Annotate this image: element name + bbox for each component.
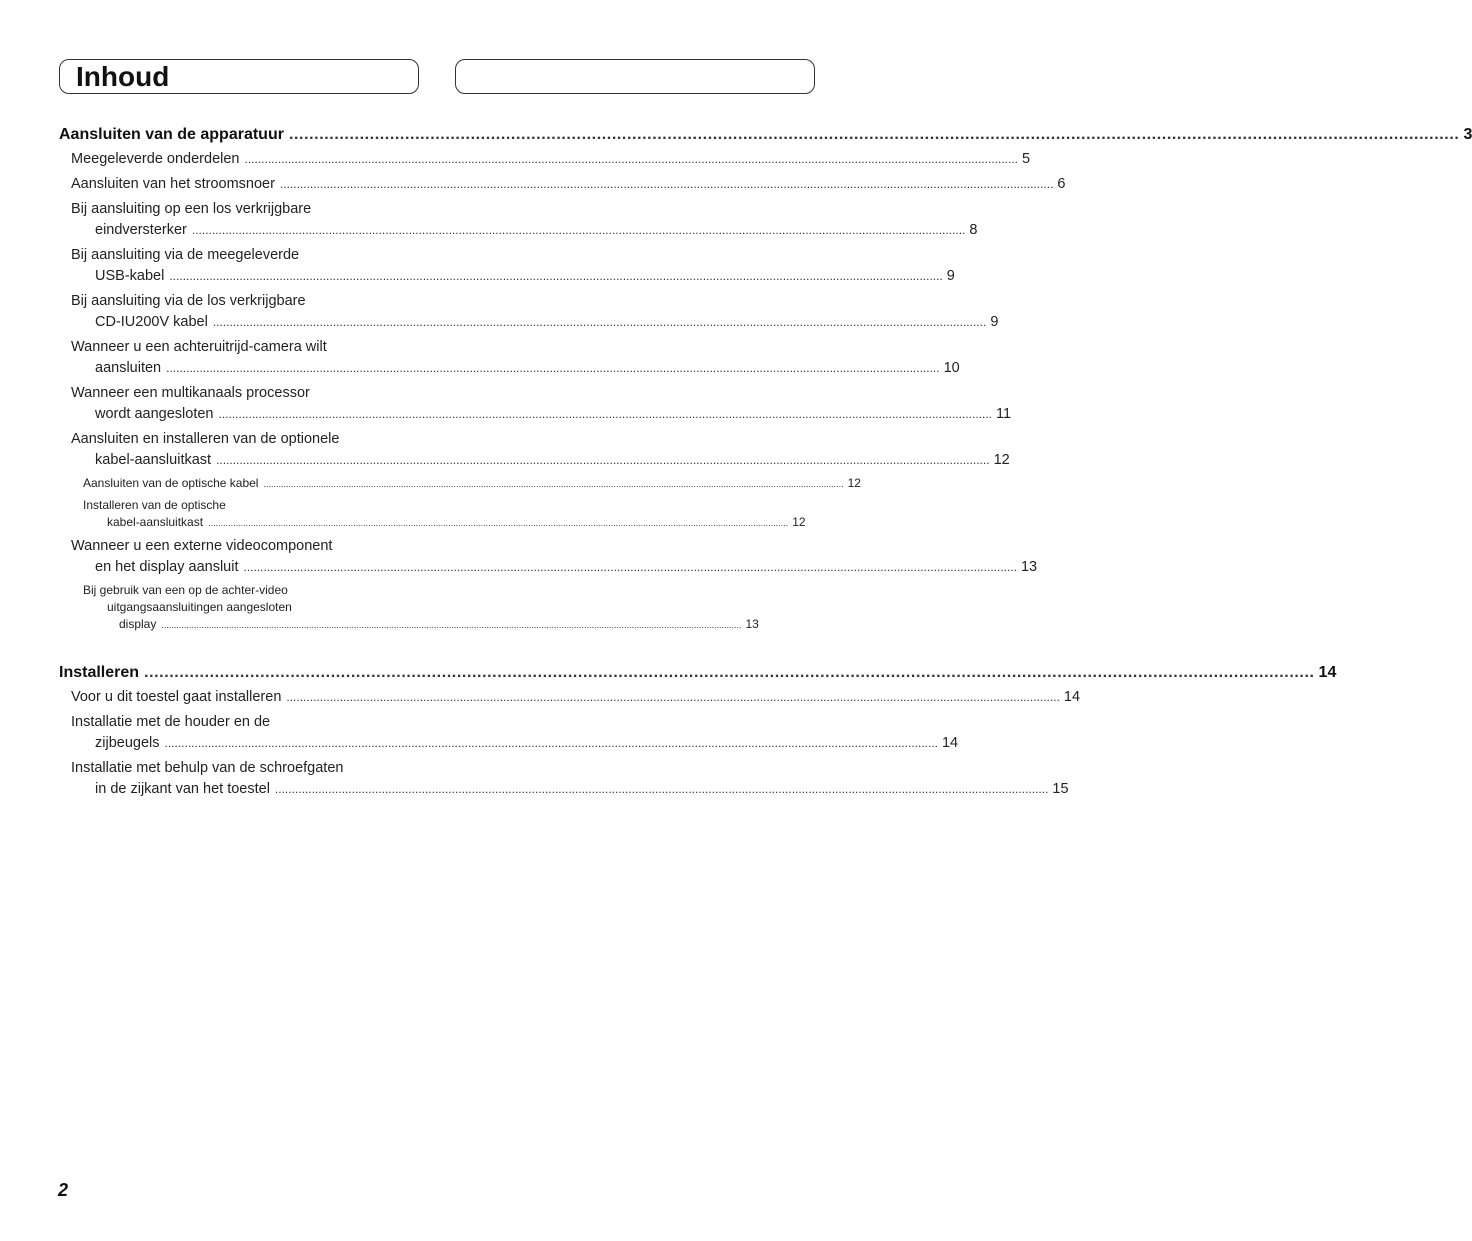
toc-entry-text: display (119, 617, 157, 631)
toc-section-title: Installeren (59, 664, 140, 681)
toc-entry[interactable] (71, 337, 960, 379)
toc-leader-dots (245, 149, 1018, 170)
toc-entry-text: Wanneer u een achteruitrijd-camera wilt (71, 339, 327, 355)
toc-leader-dots (144, 662, 1315, 684)
toc-entry-text: CD-IU200V kabel (95, 314, 208, 330)
toc-entry-text: aansluiten (95, 360, 162, 376)
page-number: 2 (58, 1180, 69, 1200)
toc-entry-line (71, 404, 1012, 425)
toc-leader-dots (286, 687, 1059, 708)
toc-page-number: 9 (946, 268, 955, 284)
toc-entry[interactable] (71, 429, 1010, 471)
toc-entry-text: Aansluiten van het stroomsnoer (71, 176, 275, 192)
toc-page-number: 11 (995, 406, 1012, 422)
toc-entry-line (71, 733, 959, 754)
toc-leader-dots (244, 557, 1017, 578)
toc-leader-dots (219, 404, 992, 425)
toc-entry[interactable] (71, 758, 1069, 800)
toc-leader-dots (169, 266, 942, 287)
toc-entry-line (83, 582, 405, 599)
toc-entry-text: Installatie met behulp van de schroefgaten (71, 760, 344, 776)
toc-entry[interactable] (71, 291, 999, 333)
toc-leader-dots (165, 733, 938, 754)
page-title: Inhoud (76, 61, 170, 92)
toc-entry-line (83, 475, 861, 493)
toc-leader-dots (216, 450, 989, 471)
toc-entry[interactable] (71, 174, 1066, 195)
toc-subentry[interactable] (83, 582, 759, 634)
toc-entry-line (71, 557, 1038, 578)
toc-entry-text: Bij gebruik van een op de achter-video (83, 583, 288, 597)
toc-leader-dots (161, 617, 741, 634)
toc-entry-line (71, 312, 999, 333)
toc-entry-text: Meegeleverde onderdelen (71, 151, 240, 167)
table-of-contents (59, 124, 1472, 804)
toc-entry-line (71, 358, 960, 379)
toc-subentry[interactable] (83, 497, 806, 532)
toc-entry[interactable] (71, 383, 1012, 425)
toc-entry-line (83, 599, 405, 616)
toc-entry-line (71, 429, 405, 450)
toc-leader-dots (208, 515, 788, 532)
toc-section-title: Aansluiten van de apparatuur (59, 126, 284, 143)
toc-entry-text: kabel-aansluitkast (95, 452, 212, 468)
toc-entry-text: Aansluiten van de optische kabel (83, 476, 259, 490)
toc-entry-text: zijbeugels (95, 735, 160, 751)
toc-entry-text: Bij aansluiting via de los verkrijgbare (71, 293, 306, 309)
toc-page-number: 14 (1063, 689, 1081, 705)
toc-entry-text: wordt aangesloten (95, 406, 214, 422)
toc-leader-dots (275, 779, 1048, 800)
toc-section-installeren[interactable] (59, 662, 1337, 684)
toc-leader-dots (166, 358, 939, 379)
toc-entry[interactable] (71, 536, 1038, 578)
toc-leader-dots (213, 312, 986, 333)
toc-leader-dots (192, 220, 965, 241)
toc-entry-line (71, 220, 978, 241)
toc-entry-line (71, 712, 405, 733)
toc-entry-line (71, 337, 405, 358)
toc-page-number: 13 (1020, 559, 1038, 575)
toc-entry-text: Voor u dit toestel gaat installeren (71, 689, 282, 705)
toc-leader-dots (263, 476, 843, 493)
toc-page-number: 8 (969, 222, 978, 238)
toc-entry[interactable] (71, 245, 955, 287)
toc-entry-line (71, 245, 405, 266)
toc-page-number: 6 (1057, 176, 1066, 192)
toc-entry-text: uitgangsaansluitingen aangesloten (107, 600, 292, 614)
toc-entry-text: Wanneer u een externe videocomponent (71, 538, 333, 554)
toc-entry-text: USB-kabel (95, 268, 165, 284)
toc-entry-line (71, 758, 405, 779)
toc-entry[interactable] (71, 199, 978, 241)
toc-leader-dots (289, 124, 1460, 146)
header-empty-box (455, 59, 815, 94)
toc-leader-dots (280, 174, 1053, 195)
toc-page-number: 9 (990, 314, 999, 330)
toc-entry-text: Aansluiten en installeren van de optionele (71, 431, 340, 447)
toc-entry-line (83, 497, 405, 514)
toc-entry[interactable] (71, 712, 959, 754)
toc-entry[interactable] (71, 149, 1031, 170)
toc-section-installeren-items (59, 687, 1081, 800)
toc-entry-line (71, 779, 1069, 800)
toc-section-gap (59, 638, 405, 662)
toc-entry-line (71, 383, 405, 404)
toc-subentry[interactable] (83, 475, 861, 493)
toc-entry-text: Wanneer een multikanaals processor (71, 385, 310, 401)
toc-section-aansluiten[interactable] (59, 124, 1472, 146)
toc-page-number: 3 (1463, 126, 1472, 143)
toc-entry-line (71, 687, 1081, 708)
toc-page-number: 12 (792, 515, 806, 529)
toc-page-number: 12 (993, 452, 1010, 468)
toc-entry[interactable] (71, 687, 1081, 708)
toc-entry-line (71, 199, 405, 220)
toc-entry-text: Installatie met de houder en de (71, 714, 271, 730)
toc-page-number: 14 (1318, 664, 1337, 681)
toc-entry-line (71, 536, 405, 557)
toc-entry-text: en het display aansluit (95, 559, 239, 575)
toc-entry-line (71, 149, 1031, 170)
toc-entry-line (83, 514, 806, 532)
toc-entry-line (71, 266, 955, 287)
toc-page-number: 13 (745, 617, 759, 631)
toc-page-number: 5 (1021, 151, 1031, 167)
toc-page-number: 12 (847, 476, 861, 490)
toc-entry-text: Bij aansluiting op een los verkrijgbare (71, 201, 312, 217)
toc-entry-text: in de zijkant van het toestel (95, 781, 270, 797)
toc-section-aansluiten-items (59, 149, 1066, 634)
toc-entry-line (71, 450, 1010, 471)
toc-page-number: 14 (941, 735, 959, 751)
toc-page-number: 10 (943, 360, 960, 376)
toc-page-number: 15 (1052, 781, 1069, 797)
toc-entry-text: kabel-aansluitkast (107, 515, 204, 529)
toc-entry-text: eindversterker (95, 222, 187, 238)
toc-entry-line (83, 616, 759, 634)
toc-entry-text: Bij aansluiting via de meegeleverde (71, 247, 300, 263)
toc-entry-line (71, 291, 405, 312)
header-title-box (59, 59, 419, 94)
toc-entry-text: Installeren van de optische (83, 498, 226, 512)
toc-entry-line (71, 174, 1066, 195)
